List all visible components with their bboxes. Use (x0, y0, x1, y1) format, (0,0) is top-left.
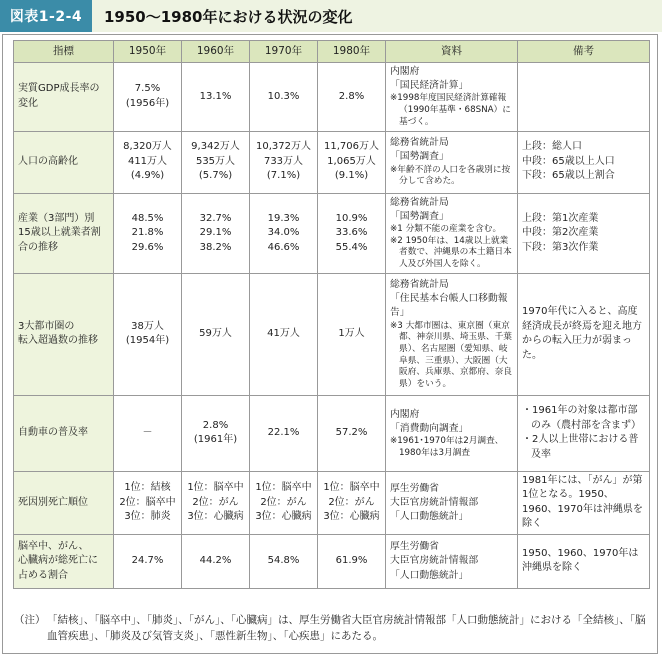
cell-line: 占める割合 (18, 569, 68, 581)
cell-line: 55.4% (335, 241, 368, 253)
table-row (14, 193, 650, 273)
remarks-cell (518, 471, 650, 534)
cell-line: 変化 (18, 97, 38, 109)
cell-line: (5.7%) (198, 170, 233, 182)
cell-line: 38.2% (199, 241, 232, 253)
value-cell-1950 (114, 193, 182, 273)
cell-line: 転入超過数の推移 (18, 335, 98, 347)
header-1960: 1960年 (182, 41, 250, 63)
cell-line: (4.9%) (130, 170, 165, 182)
cell-line: 総務省統計局 (390, 137, 449, 149)
source-notes (390, 93, 513, 128)
footnote-label: （注） (14, 614, 46, 626)
cell-line: 心臓病が総死亡に (18, 555, 98, 567)
cell-line: 1981年には、「がん」が第1位となる。1950、1960、1970年は沖縄県を除く (522, 474, 643, 530)
cell-line: 535万人 (195, 155, 236, 167)
cell-line: 「国勢調査」 (390, 151, 449, 163)
value-cell-1960 (182, 193, 250, 273)
value-cell-1950 (114, 63, 182, 132)
cell-line: 「国民経済計算」 (390, 80, 469, 92)
cell-line: 57.2% (335, 427, 368, 439)
remarks-cell (518, 534, 650, 588)
value-cell-1950 (114, 131, 182, 193)
cell-line: 上段：第1次産業 (522, 212, 599, 224)
value-cell-1980 (318, 193, 386, 273)
indicator-cell (14, 534, 114, 588)
source-cell (386, 193, 518, 273)
cell-line: 61.9% (335, 555, 368, 567)
cell-line: 29.6% (131, 241, 164, 253)
cell-line: 大臣官房統計情報部 (390, 555, 479, 567)
value-cell-1950 (114, 395, 182, 471)
cell-line: 上段：総人口 (522, 141, 582, 153)
cell-line: 「住民基本台帳人口移動報告」 (390, 293, 508, 319)
cell-line: 2位：がん (192, 496, 239, 508)
figure-number-badge: 図表1-2-4 (0, 0, 92, 32)
header-1980: 1980年 (318, 41, 386, 63)
cell-line: 3位：心臓病 (255, 511, 312, 523)
value-cell-1960 (182, 63, 250, 132)
cell-line: 総務省統計局 (390, 196, 449, 208)
remarks-cell (518, 273, 650, 395)
value-cell-1980 (318, 395, 386, 471)
cell-line: ・2人以上世帯における普及率 (522, 434, 639, 460)
cell-line: 1位：脳卒中 (187, 482, 244, 494)
cell-line: 中段：65歳以上人口 (522, 155, 615, 167)
cell-line: 22.1% (267, 427, 300, 439)
cell-line: 1950、1960、1970年は沖縄県を除く (522, 547, 639, 574)
source-cell (386, 395, 518, 471)
cell-line: 中段：第2次産業 (522, 227, 599, 239)
cell-line: 「人口動態統計」 (390, 511, 469, 523)
cell-line: ※2 1950年は、14歳以上就業者数で、沖縄県の本土籍日本人及び外国人を除く。 (390, 235, 512, 270)
cell-line: 2位：がん (328, 496, 375, 508)
cell-line: 33.6% (335, 227, 368, 239)
cell-line: 下段：65歳以上割合 (522, 170, 615, 182)
cell-line: 3位：心臓病 (187, 511, 244, 523)
cell-line: 2.8% (338, 90, 365, 102)
cell-line: ※1998年度国民経済計算確報（1990年基準・68SNA）に基づく。 (390, 93, 511, 127)
cell-line: 総務省統計局 (390, 278, 449, 290)
table-row (14, 63, 650, 132)
cell-line: － (142, 427, 153, 439)
cell-line: 24.7% (131, 555, 164, 567)
source-cell (386, 534, 518, 588)
title-bar (0, 0, 662, 32)
cell-line: 2.8% (202, 419, 229, 431)
cell-line: 1,065万人 (327, 155, 376, 167)
cell-line: 大臣官房統計情報部 (390, 496, 479, 508)
cell-line: 15歳以上就業者割 (18, 227, 101, 239)
cell-line: 8,320万人 (123, 141, 172, 153)
table-row (14, 534, 650, 588)
value-cell-1970 (250, 273, 318, 395)
cell-line: 1位：脳卒中 (255, 482, 312, 494)
cell-line: 3大都市圏の (18, 320, 75, 332)
cell-line: 29.1% (199, 227, 232, 239)
footnote-text: 「結核」、「脳卒中」、「肺炎」、「がん」、「心臓病」は、厚生労働省大臣官房統計情報部「人口動態統計」における「全結核」、「脳血管疾患」、「肺炎及び気管支炎」、「悪性新生物」、「心疾患」にあたる。 (47, 614, 646, 643)
table-row (14, 131, 650, 193)
header-1970: 1970年 (250, 41, 318, 63)
cell-line: ※1 分類不能の産業を含む。 (390, 224, 502, 235)
cell-line: 厚生労働省 (390, 541, 439, 553)
value-cell-1980 (318, 63, 386, 132)
cell-line: 46.6% (267, 241, 300, 253)
cell-line: 1位：結核 (124, 482, 171, 494)
table-header-row (14, 41, 650, 63)
header-source: 資料 (386, 41, 518, 63)
remarks-cell (518, 395, 650, 471)
cell-line: 3位：心臓病 (323, 511, 380, 523)
indicator-cell (14, 63, 114, 132)
value-cell-1960 (182, 273, 250, 395)
table-row (14, 395, 650, 471)
source-cell (386, 63, 518, 132)
remarks-cell (518, 131, 650, 193)
value-cell-1970 (250, 131, 318, 193)
cell-line: ・1961年の対象は都市部のみ（農村部を含まず） (522, 405, 641, 431)
indicator-cell (14, 395, 114, 471)
header-1950: 1950年 (114, 41, 182, 63)
cell-line: 合の推移 (18, 241, 58, 253)
cell-line: ※3 大都市圏は、東京圏（東京都、神奈川県、埼玉県、千葉県）、名古屋圏（愛知県、岐阜県、三重県）、大阪圏（大阪府、兵庫県、京都府、奈良県）をいう。 (390, 320, 512, 390)
cell-line: 脳卒中、がん、 (18, 540, 89, 552)
table-row (14, 471, 650, 534)
cell-line: 1970年代に入ると、高度経済成長が終焉を迎え地方からの転入圧力が弱まった。 (522, 306, 642, 361)
cell-line: 「国勢調査」 (390, 210, 449, 222)
cell-line: 7.5% (134, 83, 161, 95)
source-notes (390, 224, 513, 271)
value-cell-1980 (318, 131, 386, 193)
value-cell-1970 (250, 534, 318, 588)
cell-line: 自動車の普及率 (18, 427, 88, 439)
cell-line: 「人口動態統計」 (390, 569, 469, 581)
value-cell-1960 (182, 395, 250, 471)
value-cell-1970 (250, 471, 318, 534)
cell-line: (7.1%) (266, 170, 301, 182)
source-notes (390, 436, 513, 459)
cell-line: 13.1% (199, 90, 232, 102)
cell-line: 44.2% (199, 555, 232, 567)
cell-line: 54.8% (267, 555, 300, 567)
remarks-cell (518, 63, 650, 132)
cell-line: 2位：がん (260, 496, 307, 508)
cell-line: ※年齢不詳の人口を各歳別に按分して含めた。 (390, 164, 511, 187)
cell-line: 2位：脳卒中 (119, 496, 176, 508)
source-cell (386, 273, 518, 395)
source-notes (390, 165, 513, 188)
cell-line: 733万人 (263, 155, 304, 167)
indicator-cell (14, 131, 114, 193)
cell-line: 下段：第3次作業 (522, 241, 599, 253)
value-cell-1970 (250, 395, 318, 471)
value-cell-1950 (114, 471, 182, 534)
header-remarks: 備考 (518, 41, 650, 63)
cell-line: 32.7% (199, 212, 232, 224)
cell-line: 1位：脳卒中 (323, 482, 380, 494)
cell-line: 1万人 (338, 328, 365, 340)
cell-line: 10.9% (335, 212, 368, 224)
figure-title: 1950～1980年における状況の変化 (104, 7, 353, 26)
value-cell-1980 (318, 273, 386, 395)
value-cell-1960 (182, 534, 250, 588)
cell-line: (1954年) (125, 335, 170, 347)
cell-line: 内閣府 (390, 408, 420, 420)
cell-line: (1956年) (125, 97, 170, 109)
cell-line: 34.0% (267, 227, 300, 239)
cell-line: (9.1%) (334, 170, 369, 182)
cell-line: 41万人 (267, 328, 300, 340)
value-cell-1960 (182, 471, 250, 534)
header-indicator: 指標 (14, 41, 114, 63)
value-cell-1950 (114, 534, 182, 588)
value-cell-1980 (318, 534, 386, 588)
cell-line: 人口の高齢化 (18, 155, 78, 167)
source-cell (386, 131, 518, 193)
cell-line: 411万人 (127, 155, 168, 167)
cell-line: 48.5% (131, 212, 164, 224)
value-cell-1950 (114, 273, 182, 395)
indicator-cell (14, 193, 114, 273)
value-cell-1970 (250, 193, 318, 273)
cell-line: 産業（3部門）別 (18, 212, 95, 224)
cell-line: 59万人 (199, 328, 232, 340)
cell-line: 3位：肺炎 (124, 511, 171, 523)
cell-line: 厚生労働省 (390, 482, 439, 494)
cell-line: ※1961･1970年は2月調査、1980年は3月調査 (390, 435, 504, 458)
cell-line: 21.8% (131, 227, 164, 239)
cell-line: 10.3% (267, 90, 300, 102)
cell-line: 9,342万人 (191, 141, 240, 153)
cell-line: 実質GDP成長率の (18, 83, 100, 95)
indicator-cell (14, 273, 114, 395)
cell-line: 19.3% (267, 212, 300, 224)
table-row (14, 273, 650, 395)
remarks-cell (518, 193, 650, 273)
source-notes (390, 321, 513, 391)
cell-line: 38万人 (131, 320, 164, 332)
source-cell (386, 471, 518, 534)
value-cell-1960 (182, 131, 250, 193)
status-change-table (13, 40, 650, 589)
value-cell-1980 (318, 471, 386, 534)
cell-line: 「消費動向調査」 (390, 422, 469, 434)
cell-line: 死因別死亡順位 (18, 496, 88, 508)
cell-line: 11,706万人 (324, 141, 379, 153)
cell-line: 内閣府 (390, 66, 420, 77)
cell-line: (1961年) (193, 434, 238, 446)
value-cell-1970 (250, 63, 318, 132)
cell-line: 10,372万人 (256, 141, 311, 153)
indicator-cell (14, 471, 114, 534)
